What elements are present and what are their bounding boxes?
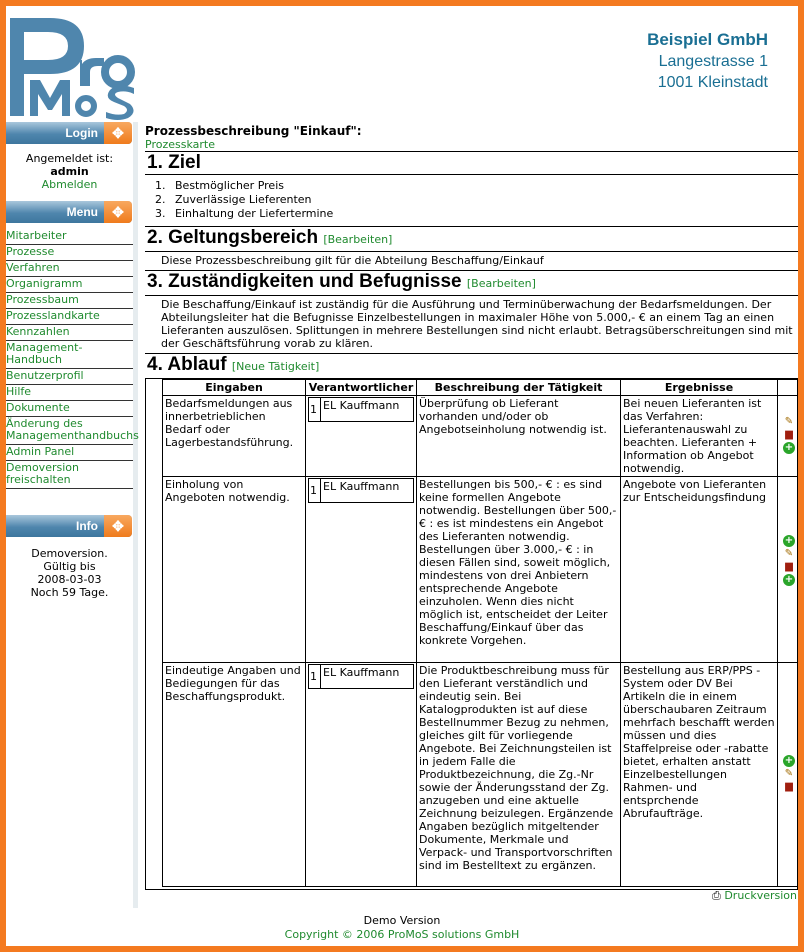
edit-geltungsbereich-link[interactable]: [Bearbeiten]	[323, 233, 393, 246]
login-header	[6, 122, 132, 144]
section-body: Diese Prozessbeschreibung gilt für die Abteilung Beschaffung/Einkauf	[145, 251, 798, 270]
ablauf-table	[162, 379, 798, 887]
cell-result: Bei neuen Lieferanten ist das Verfahren: Lieferantenauswahl zu beachten. Lieferanten + Information ob Angebot notwendig.	[621, 396, 778, 477]
print-version-link[interactable]: Druckversion	[724, 889, 797, 902]
trash-icon[interactable]: ▆	[785, 429, 793, 440]
trash-icon[interactable]: ▆	[785, 781, 793, 792]
company-name: Beispiel GmbH	[647, 30, 768, 49]
menu-item-verfahren[interactable]: Verfahren	[6, 261, 133, 277]
menu-item-prozessbaum[interactable]: Prozessbaum	[6, 293, 133, 309]
cell-input: Eindeutige Angaben und Bediegungen für das Beschaffungsprodukt.	[163, 663, 306, 887]
menu-item-demoversion-freischalten[interactable]: Demoversion freischalten	[6, 461, 133, 489]
responsible-name: EL Kauffmann	[323, 399, 400, 412]
trash-icon[interactable]: ▆	[785, 561, 793, 572]
ablauf-table-wrap	[145, 378, 798, 902]
responsible-box	[308, 478, 414, 503]
edit-icon[interactable]: ✎	[784, 768, 794, 779]
responsible-number: 1	[309, 398, 321, 421]
company-street: Langestrasse 1	[658, 53, 768, 70]
edit-zustaendigkeiten-link[interactable]: [Bearbeiten]	[466, 277, 536, 290]
cell-result: Bestellung aus ERP/PPS - System oder DV Bei Artikeln die in einem überschaubaren Zeitraum mehrfach beschafft werden müssen und dies Staffelpreise oder -rabatte bietet, erhalten anstatt Einzelbestellungen Rahmen- und entsprchende Abrufaufträge.	[621, 663, 778, 887]
footer-demo: Demo Version	[363, 914, 441, 927]
menu-item-hilfe[interactable]: Hilfe	[6, 385, 133, 401]
table-row	[163, 396, 799, 477]
info-box	[6, 537, 133, 609]
edit-icon[interactable]: ✎	[784, 548, 794, 559]
list-item: 3. Einhaltung der Liefertermine	[169, 207, 794, 221]
cell-input: Einholung von Angeboten notwendig.	[163, 477, 306, 663]
section-body	[145, 174, 798, 226]
section-zustaendigkeiten	[145, 271, 798, 354]
login-toggle-icon[interactable]: ✥	[104, 122, 132, 144]
info-line: 2008-03-03	[37, 573, 102, 586]
add-down-icon[interactable]: +	[784, 574, 794, 585]
cell-description: Die Produktbeschreibung muss für den Lieferant verständlich und eindeutig sein. Bei Katalogprodukten ist auf diese Bestellnummer Bezug zu nehmen, gleiches gilt für vorliegende Angebote. Bei Zeichnungsteilen ist in jedem Falle die Produktbezeichnung, die Zg.-Nr sowie der Änderungsstand der Zg. anzugeben und eine aktuelle Zeichnung beizulegen. Ergänzende Angaben bezüglich mitgeltender Dokumente, Merkmale und Verpack- und Transportvorschriften sind im Bestelltext zu ergänzen.	[417, 663, 621, 887]
footer-copyright[interactable]: Copyright © 2006 ProMoS solutions GmbH	[284, 928, 520, 941]
menu-item-prozesslandkarte[interactable]: Prozesslandkarte	[6, 309, 133, 325]
printer-icon: ⎙	[712, 889, 721, 902]
list-item: 2. Zuverlässige Lieferenten	[169, 193, 794, 207]
section-title: 3. Zuständigkeiten und Befugnisse	[147, 271, 462, 292]
cell-description: Überprüfung ob Lieferant vorhanden und/oder ob Angebotseinholung notwendig ist.	[417, 396, 621, 477]
menu-title: Menu	[66, 205, 98, 219]
column-header-actions	[778, 380, 799, 396]
cell-responsible	[306, 663, 417, 887]
menu-header	[6, 201, 132, 223]
logged-in-user: admin	[50, 165, 89, 178]
list-item: 1. Bestmöglicher Preis	[169, 179, 794, 193]
cell-actions	[778, 663, 799, 887]
page	[6, 6, 798, 946]
section-body: Die Beschaffung/Einkauf ist zuständig für die Ausführung und Terminüberwachung der Bedarfsmeldungen. Der Abteilungsleiter hat die Befugnisse Einzelbestellungen in maximaler Höhe von 5.000,- € an einem Tag an einen Lieferanten auszulösen. Splittungen in mehrere Bestellungen sind nicht erlaubt. Betragsüberschreitungen sind mit der Geschäftsführung vorab zu klären.	[145, 295, 798, 353]
cell-description: Bestellungen bis 500,- € : es sind keine formellen Angebote notwendig. Bestellungen über 500,- € : es ist mindestens ein Angebot des Lieferanten notwendig. Bestellungen über 3.000,- € : in diesen Fällen sind, soweit möglich, mindestens von drei Anbietern entsprechende Angebote einzuholen. Wenn dies nicht möglich ist, entscheidet der Leiter Beschaffung/Einkauf über das konkrete Vorgehen.	[417, 477, 621, 663]
column-header: Verantwortlicher	[306, 380, 417, 396]
table-header-row	[163, 380, 799, 396]
add-up-icon[interactable]: +	[784, 535, 794, 546]
responsible-name: EL Kauffmann	[323, 666, 400, 679]
info-header	[6, 515, 132, 537]
edit-icon[interactable]: ✎	[784, 416, 794, 427]
menu-item-mitarbeiter[interactable]: Mitarbeiter	[6, 229, 133, 245]
print-version[interactable]	[712, 889, 797, 903]
info-toggle-icon[interactable]: ✥	[104, 515, 132, 537]
responsible-number: 1	[309, 665, 321, 688]
sidebar	[6, 122, 138, 908]
menu-toggle-icon[interactable]: ✥	[104, 201, 132, 223]
menu-item-dokumente[interactable]: Dokumente	[6, 401, 133, 417]
table-row	[163, 477, 799, 663]
main-menu	[6, 229, 139, 489]
responsible-box	[308, 397, 414, 422]
section-heading	[145, 227, 798, 251]
info-title: Info	[76, 519, 98, 533]
section-heading	[145, 152, 798, 174]
login-title: Login	[65, 126, 98, 140]
login-box	[6, 144, 133, 201]
menu-item-management-handbuch[interactable]: Management-Handbuch	[6, 341, 133, 369]
section-title: 2. Geltungsbereich	[147, 227, 319, 248]
company-address	[647, 29, 768, 93]
column-header: Beschreibung der Tätigkeit	[417, 380, 621, 396]
cell-actions	[778, 396, 799, 477]
goals-list	[145, 179, 794, 221]
cell-result: Angebote von Lieferanten zur Entscheidungsfindung	[621, 477, 778, 663]
section-geltungsbereich	[145, 227, 798, 271]
main-content	[145, 124, 798, 902]
section-ziel	[145, 151, 798, 227]
company-city: 1001 Kleinstadt	[657, 74, 768, 91]
breadcrumb-prozesskarte[interactable]: Prozesskarte	[145, 138, 215, 151]
footer	[6, 914, 798, 942]
new-activity-link[interactable]: [Neue Tätigkeit]	[231, 360, 320, 373]
logout-link[interactable]: Abmelden	[41, 178, 98, 191]
menu-item-kennzahlen[interactable]: Kennzahlen	[6, 325, 133, 341]
column-header: Eingaben	[163, 380, 306, 396]
column-header: Ergebnisse	[621, 380, 778, 396]
menu-item-organigramm[interactable]: Organigramm	[6, 277, 133, 293]
info-line: Demoversion.	[31, 547, 108, 560]
cell-actions	[778, 477, 799, 663]
section-heading	[145, 271, 798, 295]
info-line: Noch 59 Tage.	[30, 586, 109, 599]
info-line: Gültig bis	[43, 560, 96, 573]
menu-item-prozesse[interactable]: Prozesse	[6, 245, 133, 261]
section-title: 4. Ablauf	[147, 354, 227, 375]
menu-item-admin-panel[interactable]: Admin Panel	[6, 445, 133, 461]
responsible-number: 1	[309, 479, 321, 502]
menu-item-benutzerprofil[interactable]: Benutzerprofil	[6, 369, 133, 385]
table-row	[163, 663, 799, 887]
menu-item-aenderung-handbuch[interactable]: Änderung des Managementhandbuchs	[6, 417, 133, 445]
cell-input: Bedarfsmeldungen aus innerbetrieblichen Bedarf oder Lagerbestandsführung.	[163, 396, 306, 477]
promos-logo[interactable]	[6, 12, 146, 120]
add-up-icon[interactable]: +	[784, 755, 794, 766]
responsible-name: EL Kauffmann	[323, 480, 400, 493]
section-title: 1. Ziel	[147, 152, 201, 173]
responsible-box	[308, 664, 414, 689]
section-ablauf	[145, 354, 798, 902]
section-heading	[145, 354, 798, 378]
logged-in-label: Angemeldet ist:	[25, 152, 114, 165]
cell-responsible	[306, 477, 417, 663]
cell-responsible	[306, 396, 417, 477]
add-down-icon[interactable]: +	[784, 442, 794, 453]
page-title: Prozessbeschreibung "Einkauf":	[145, 124, 362, 138]
